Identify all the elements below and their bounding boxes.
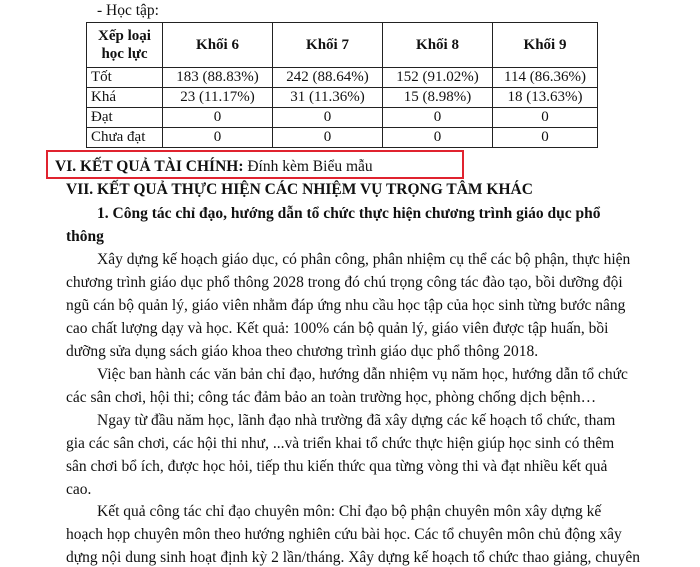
table-cell: 0 — [493, 108, 598, 128]
subsection1-title-line1: 1. Công tác chỉ đạo, hướng dẫn tổ chức thực hiện chương trình giáo dục phổ — [97, 205, 601, 222]
section6-line — [55, 158, 373, 176]
table-cell: 0 — [383, 128, 493, 148]
section6-note: Đính kèm Biểu mẫu — [247, 158, 373, 175]
paragraph-line: chương trình giáo dục phổ thông 2028 trong đó chú trọng công tác đào tạo, bồi dưỡng đội — [66, 274, 623, 291]
table-cell: 31 (11.36%) — [273, 88, 383, 108]
section7-heading: VII. KẾT QUẢ THỰC HIỆN CÁC NHIỆM VỤ TRỌNG TÂM KHÁC — [66, 181, 533, 198]
paragraph-line: Kết quả công tác chỉ đạo chuyên môn: Chỉ đạo bộ phận chuyên môn xây dựng kế — [97, 503, 602, 520]
grades-table — [86, 22, 598, 148]
header-cell-khoi6: Khối 6 — [163, 23, 273, 68]
table-cell: 0 — [163, 108, 273, 128]
table-cell: 0 — [163, 128, 273, 148]
table-cell: 0 — [383, 108, 493, 128]
subsection1-title-line2: thông — [66, 228, 104, 245]
section6-heading: VI. KẾT QUẢ TÀI CHÍNH: — [55, 158, 244, 175]
header-label-line2: học lực — [101, 46, 148, 62]
table-row — [87, 68, 598, 88]
row-label: Đạt — [87, 108, 163, 128]
paragraph-line: các sân chơi, hội thi; công tác đảm bảo an toàn trường học, phòng chống dịch bệnh… — [66, 389, 597, 406]
paragraph-line: Ngay từ đầu năm học, lãnh đạo nhà trường đã xây dựng các kế hoạch tổ chức, tham — [97, 412, 616, 429]
paragraph-line: dưỡng sửa dụng sách giáo khoa theo chương trình giáo dục phổ thông 2018. — [66, 343, 539, 360]
table-cell: 23 (11.17%) — [163, 88, 273, 108]
hoc-tap-label: - Học tập: — [97, 2, 159, 19]
paragraph-line: cao chất lượng dạy và học. Kết quả: 100% cán bộ quản lý, giáo viên được tập huấn, bồi — [66, 320, 609, 337]
header-label-line1: Xếp loại — [98, 28, 151, 44]
paragraph-line: dựng nội dung sinh hoạt định kỳ 2 lần/tháng. Xây dựng kế hoạch tổ chức thao giảng, chuyên — [66, 549, 641, 566]
paragraph-line: Xây dựng kế hoạch giáo dục, có phân công, phân nhiệm cụ thể các bộ phận, thực hiện — [97, 251, 631, 268]
table-cell: 0 — [273, 128, 383, 148]
header-cell-khoi7: Khối 7 — [273, 23, 383, 68]
table-cell: 18 (13.63%) — [493, 88, 598, 108]
header-cell-khoi8: Khối 8 — [383, 23, 493, 68]
row-label: Chưa đạt — [87, 128, 163, 148]
paragraph-line: hoạch họp chuyên môn theo hướng nghiên cứu bài học. Các tổ chuyên môn chủ động xây — [66, 526, 622, 543]
paragraph-line: Việc ban hành các văn bản chỉ đạo, hướng dẫn nhiệm vụ năm học, hướng dẫn tổ chức — [97, 366, 628, 383]
table-cell: 114 (86.36%) — [493, 68, 598, 88]
row-label: Khá — [87, 88, 163, 108]
table-cell: 242 (88.64%) — [273, 68, 383, 88]
paragraph-line: cao. — [66, 481, 92, 498]
table-cell: 0 — [273, 108, 383, 128]
table-cell: 15 (8.98%) — [383, 88, 493, 108]
paragraph-line: ngũ cán bộ quản lý, giáo viên nhằm đáp ứng nhu cầu học tập của học sinh từng bước nâng — [66, 297, 626, 314]
row-label: Tốt — [87, 68, 163, 88]
paragraph-line: sân chơi bổ ích, được học hỏi, tiếp thu kiến thức qua từng vòng thi và đạt nhiều kết quả — [66, 458, 608, 475]
table-row — [87, 108, 598, 128]
table-row — [87, 128, 598, 148]
header-cell-khoi9: Khối 9 — [493, 23, 598, 68]
table-row — [87, 88, 598, 108]
paragraph-line: gia các sân chơi, các hội thi như, ...và triển khai tổ chức thực hiện giúp học sinh có thêm — [66, 435, 615, 452]
table-cell: 0 — [493, 128, 598, 148]
table-cell: 152 (91.02%) — [383, 68, 493, 88]
table-cell: 183 (88.83%) — [163, 68, 273, 88]
table-header-row — [87, 23, 598, 68]
header-cell-classification — [87, 23, 163, 68]
